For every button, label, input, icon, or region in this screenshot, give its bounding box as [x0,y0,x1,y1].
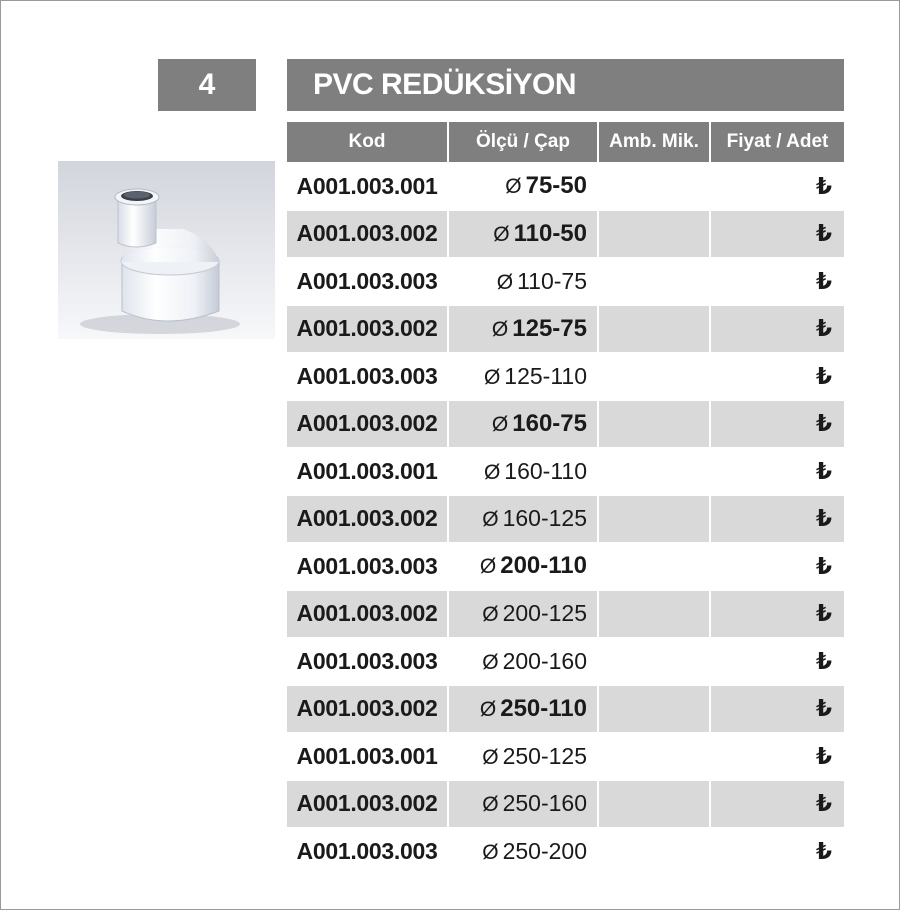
product-size [448,685,598,733]
product-code: A001.003.002 [287,685,448,733]
unit-price [710,638,844,686]
unit-price [710,400,844,448]
package-qty [598,305,710,353]
product-code: A001.003.003 [287,638,448,686]
size-value: 110-75 [517,267,587,294]
size-value: 200-125 [502,600,587,627]
table-header-row [287,122,844,163]
unit-price [710,163,844,211]
diameter-symbol: Ø [483,365,501,389]
unit-price [710,305,844,353]
table-body [287,163,844,875]
product-size [448,353,598,401]
package-qty [598,685,710,733]
lira-icon: ₺ [815,600,832,627]
unit-price [710,590,844,638]
table-row [287,495,844,543]
product-code: A001.003.002 [287,590,448,638]
package-qty [598,353,710,401]
product-size [448,733,598,781]
table-row [287,258,844,306]
table-row [287,210,844,258]
lira-icon: ₺ [815,457,832,484]
lira-icon: ₺ [815,315,832,342]
diameter-symbol: Ø [505,175,522,199]
diameter-symbol: Ø [482,745,499,769]
package-qty [598,590,710,638]
diameter-symbol: Ø [483,460,501,484]
unit-price [710,780,844,828]
table-row [287,638,844,686]
section-title: PVC REDÜKSİYON [287,59,844,111]
package-qty [598,828,710,875]
table-row [287,685,844,733]
size-value: 125-75 [512,314,587,342]
unit-price [710,258,844,306]
size-value: 250-160 [502,790,587,817]
package-qty [598,258,710,306]
product-size [448,780,598,828]
package-qty [598,163,710,211]
header-unit-price: Fiyat / Adet [710,122,844,163]
product-code: A001.003.001 [287,733,448,781]
table-row [287,733,844,781]
unit-price [710,448,844,496]
diameter-symbol: Ø [479,555,497,579]
table-row [287,305,844,353]
lira-icon: ₺ [815,267,832,294]
product-code: A001.003.002 [287,210,448,258]
unit-price [710,828,844,875]
diameter-symbol: Ø [482,840,499,864]
diameter-symbol: Ø [482,603,499,627]
lira-icon: ₺ [815,742,832,769]
pvc-reducer-fitting-icon [58,161,275,339]
size-value: 125-110 [504,362,587,389]
diameter-symbol: Ø [496,270,514,294]
lira-icon: ₺ [815,505,832,532]
lira-icon: ₺ [815,362,832,389]
header-size: Ölçü / Çap [448,122,598,163]
size-value: 75-50 [525,172,587,200]
product-size [448,543,598,591]
size-value: 200-110 [500,552,587,580]
lira-icon: ₺ [815,172,832,199]
product-code: A001.003.003 [287,543,448,591]
product-code: A001.003.001 [287,448,448,496]
product-size [448,258,598,306]
size-value: 160-75 [512,409,587,437]
package-qty [598,733,710,781]
package-qty [598,210,710,258]
size-value: 200-160 [502,647,587,674]
product-size [448,638,598,686]
size-value: 160-125 [502,505,587,532]
product-size [448,590,598,638]
table-row [287,448,844,496]
lira-icon: ₺ [815,552,832,579]
product-size [448,305,598,353]
table-row [287,828,844,875]
unit-price [710,543,844,591]
price-table [287,122,844,875]
package-qty [598,495,710,543]
package-qty [598,780,710,828]
lira-icon: ₺ [815,647,832,674]
lira-icon: ₺ [815,410,832,437]
diameter-symbol: Ø [482,793,499,817]
table-row [287,780,844,828]
lira-icon: ₺ [815,695,832,722]
diameter-symbol: Ø [482,508,499,532]
size-value: 160-110 [504,457,587,484]
diameter-symbol: Ø [493,222,510,246]
diameter-symbol: Ø [491,412,509,436]
package-qty [598,448,710,496]
package-qty [598,543,710,591]
product-photo [58,161,275,339]
product-code: A001.003.002 [287,495,448,543]
table-row [287,400,844,448]
lira-icon: ₺ [815,220,832,247]
size-value: 110-50 [513,219,587,247]
product-size [448,210,598,258]
product-code: A001.003.002 [287,780,448,828]
table-row [287,543,844,591]
product-size [448,495,598,543]
section-number: 4 [158,59,256,111]
size-value: 250-125 [502,742,587,769]
table-row [287,590,844,638]
product-size [448,448,598,496]
product-size [448,400,598,448]
package-qty [598,638,710,686]
unit-price [710,210,844,258]
unit-price [710,733,844,781]
lira-icon: ₺ [815,790,832,817]
header-code: Kod [287,122,448,163]
unit-price [710,685,844,733]
unit-price [710,495,844,543]
table-row [287,163,844,211]
product-size [448,828,598,875]
package-qty [598,400,710,448]
product-code: A001.003.003 [287,353,448,401]
lira-icon: ₺ [815,837,832,864]
unit-price [710,353,844,401]
diameter-symbol: Ø [482,650,499,674]
product-code: A001.003.003 [287,258,448,306]
product-size [448,163,598,211]
size-value: 250-200 [502,837,587,864]
product-code: A001.003.003 [287,828,448,875]
size-value: 250-110 [500,694,587,722]
diameter-symbol: Ø [491,317,509,341]
product-code: A001.003.002 [287,305,448,353]
product-code: A001.003.002 [287,400,448,448]
table-row [287,353,844,401]
product-code: A001.003.001 [287,163,448,211]
header-package-qty: Amb. Mik. [598,122,710,163]
diameter-symbol: Ø [479,697,497,721]
